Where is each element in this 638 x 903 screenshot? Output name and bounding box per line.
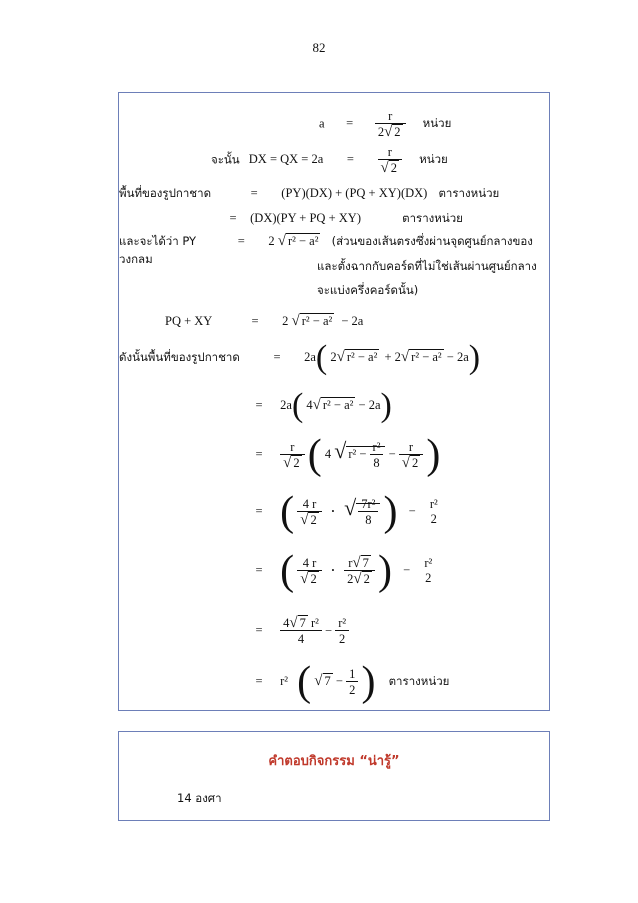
equation-row-8: = 2a( 4√ r² − a² − 2a) (255, 387, 392, 424)
equation-row-7: ดังนั้นพื้นที่ของรูปกาชาด = 2a( 2√ r² − a² + 2√ r² − a² − 2a) (119, 339, 481, 376)
equation-row-9: = $\frac{r}{√ 2}$ ( 4 √ r² − $\frac{\text{r²}}{8}$ − $\frac{r}{√ 2}$ ) (255, 432, 441, 478)
answer-title: คำตอบกิจกรรม “น่ารู้” (268, 754, 400, 769)
answer-item: 14 องศา (177, 791, 222, 805)
equation-row-1: a = $\frac{r}{2√ 2}$ หน่วย (319, 109, 452, 140)
equation-row-12: = $\frac{\text{4√ 7 r²}}{4}$ − $\frac{\text{r²}}{2}$ (249, 616, 349, 647)
equation-row-13: = r² ( √ 7 − $\frac{1}{2}$ ) ตารางหน่วย (255, 659, 450, 705)
equation-row-2: จะนั้น DX = QX = 2a = $\frac{r}{√ 2}$ หน่วย (211, 145, 448, 176)
equation-row-4: = (DX)(PY + PQ + XY) ตารางหน่วย (229, 211, 463, 225)
page-number: 82 (312, 40, 326, 55)
equation-row-10: = ( $\frac{4 r}{√ 2}$ · √ $\frac{\text{7r²}}{8}$ ) − r² 2 (255, 489, 438, 535)
lhs: a (319, 116, 325, 131)
equation-row-3: พื้นที่ของรูปกาชาด = (PY)(DX) + (PQ + XY)(DX) ตารางหน่วย (119, 186, 500, 200)
note-line-2: และตั้งฉากกับคอร์ดที่ไม่ใช่เส้นผ่านศูนย์กลาง (317, 259, 537, 273)
solution-box (118, 92, 550, 711)
fraction: $\frac{r}{2√ 2}$ (375, 109, 406, 140)
equation-row-5: และจะได้ว่า PY = 2 √ r² − a² (ส่วนของเส้นตรงซึ่งผ่านจุดศูนย์กลางของวงกลม (119, 233, 533, 266)
equation-row-11: = ( $\frac{4 r}{√ 2}$ · $\frac{r√ 7}{2√ 2}$ ) − r² 2 (255, 548, 433, 594)
fraction: $\frac{r}{√ 2}$ (378, 145, 402, 176)
note-line-3: จะแบ่งครึ่งคอร์ดนั้น) (317, 283, 419, 297)
answer-box (118, 731, 550, 821)
equation-row-6: PQ + XY = 2 √ r² − a² − 2a (165, 313, 364, 329)
